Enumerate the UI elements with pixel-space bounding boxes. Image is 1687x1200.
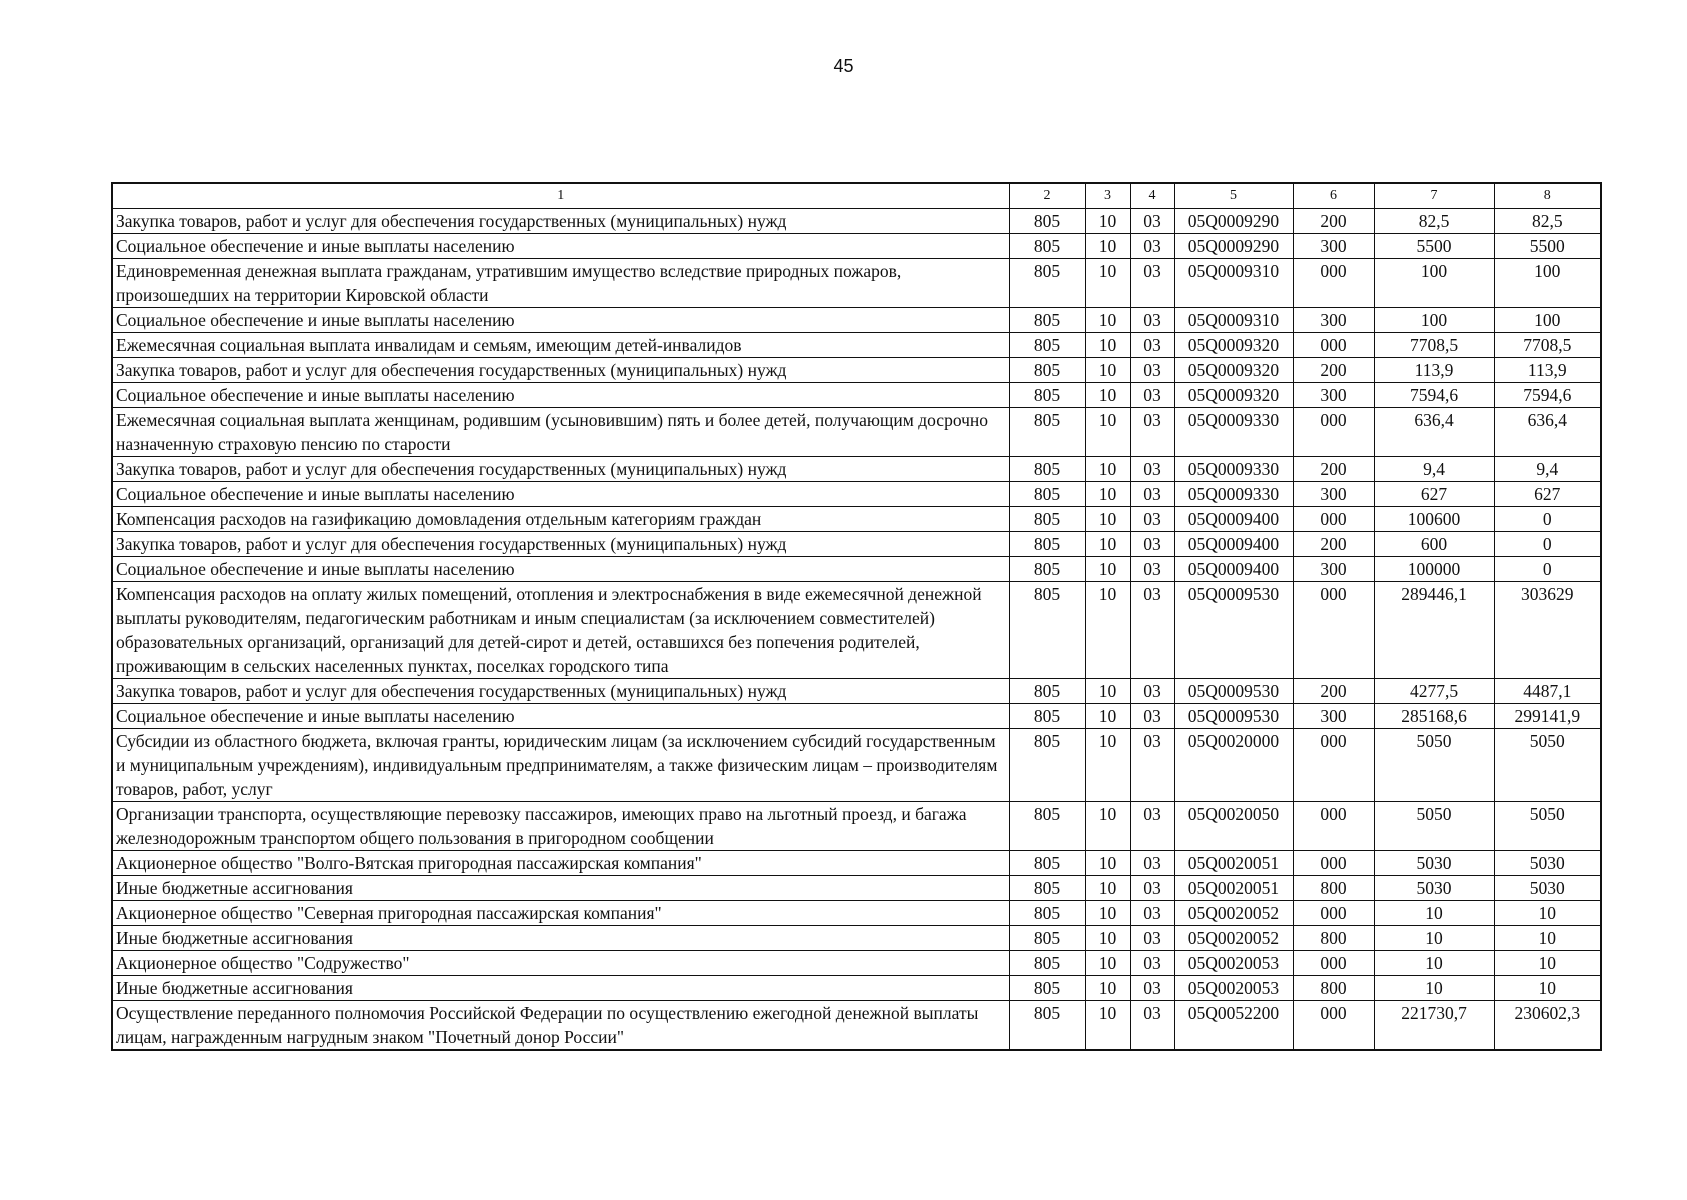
- cell-section-code: 10: [1085, 926, 1130, 951]
- cell-section-code: 10: [1085, 234, 1130, 259]
- cell-amount-year-2: 10: [1494, 901, 1601, 926]
- cell-subsection-code: 03: [1130, 507, 1174, 532]
- cell-subsection-code: 03: [1130, 729, 1174, 802]
- cell-expense-type-code: 000: [1293, 259, 1374, 308]
- cell-amount-year-2: 636,4: [1494, 408, 1601, 457]
- cell-section-code: 10: [1085, 704, 1130, 729]
- cell-expense-name: Социальное обеспечение и иные выплаты населению: [112, 383, 1009, 408]
- cell-target-article-code: 05Q0009320: [1174, 383, 1293, 408]
- cell-amount-year-2: 82,5: [1494, 209, 1601, 234]
- cell-subsection-code: 03: [1130, 1001, 1174, 1051]
- cell-amount-year-2: 0: [1494, 507, 1601, 532]
- cell-expense-name: Единовременная денежная выплата гражданам, утратившим имущество вследствие природных пожаров, произошедших на территории Кировской области: [112, 259, 1009, 308]
- cell-amount-year-2: 0: [1494, 557, 1601, 582]
- cell-amount-year-2: 627: [1494, 482, 1601, 507]
- cell-subsection-code: 03: [1130, 679, 1174, 704]
- cell-section-code: 10: [1085, 851, 1130, 876]
- cell-subsection-code: 03: [1130, 408, 1174, 457]
- cell-target-article-code: 05Q0009530: [1174, 679, 1293, 704]
- cell-section-code: 10: [1085, 679, 1130, 704]
- cell-amount-year-2: 5050: [1494, 729, 1601, 802]
- cell-target-article-code: 05Q0052200: [1174, 1001, 1293, 1051]
- cell-expense-type-code: 000: [1293, 408, 1374, 457]
- cell-target-article-code: 05Q0009320: [1174, 358, 1293, 383]
- cell-ministry-code: 805: [1009, 234, 1085, 259]
- header-cell: 4: [1130, 183, 1174, 209]
- table-row: [112, 729, 1601, 802]
- cell-expense-name: Субсидии из областного бюджета, включая гранты, юридическим лицам (за исключением субсидий государственным и муниципальным учреждениям), индивидуальным предпринимателям, а также физическим лицам – производителям товаров, работ, услуг: [112, 729, 1009, 802]
- cell-target-article-code: 05Q0020052: [1174, 901, 1293, 926]
- table-row: [112, 457, 1601, 482]
- cell-expense-name: Организации транспорта, осуществляющие перевозку пассажиров, имеющих право на льготный проезд, и багажа железнодорожным транспортом общего пользования в пригородном сообщении: [112, 802, 1009, 851]
- cell-subsection-code: 03: [1130, 532, 1174, 557]
- cell-amount-year-2: 299141,9: [1494, 704, 1601, 729]
- cell-expense-type-code: 200: [1293, 457, 1374, 482]
- cell-subsection-code: 03: [1130, 333, 1174, 358]
- cell-ministry-code: 805: [1009, 582, 1085, 679]
- cell-amount-year-1: 9,4: [1374, 457, 1494, 482]
- cell-target-article-code: 05Q0009290: [1174, 234, 1293, 259]
- cell-expense-type-code: 200: [1293, 532, 1374, 557]
- table-row: [112, 234, 1601, 259]
- cell-subsection-code: 03: [1130, 951, 1174, 976]
- table-row: [112, 951, 1601, 976]
- cell-amount-year-1: 7708,5: [1374, 333, 1494, 358]
- cell-target-article-code: 05Q0009400: [1174, 557, 1293, 582]
- cell-amount-year-1: 82,5: [1374, 209, 1494, 234]
- table-row: [112, 383, 1601, 408]
- budget-table: [111, 182, 1602, 1051]
- table-row: [112, 482, 1601, 507]
- cell-expense-type-code: 300: [1293, 234, 1374, 259]
- cell-section-code: 10: [1085, 802, 1130, 851]
- page-number: 45: [833, 56, 854, 76]
- header-cell: 2: [1009, 183, 1085, 209]
- cell-ministry-code: 805: [1009, 1001, 1085, 1051]
- cell-amount-year-2: 303629: [1494, 582, 1601, 679]
- cell-ministry-code: 805: [1009, 679, 1085, 704]
- cell-expense-name: Акционерное общество "Северная пригородная пассажирская компания": [112, 901, 1009, 926]
- cell-subsection-code: 03: [1130, 901, 1174, 926]
- cell-section-code: 10: [1085, 308, 1130, 333]
- cell-ministry-code: 805: [1009, 532, 1085, 557]
- cell-section-code: 10: [1085, 1001, 1130, 1051]
- cell-ministry-code: 805: [1009, 851, 1085, 876]
- table-row: [112, 901, 1601, 926]
- cell-ministry-code: 805: [1009, 704, 1085, 729]
- cell-expense-name: Закупка товаров, работ и услуг для обеспечения государственных (муниципальных) нужд: [112, 457, 1009, 482]
- cell-ministry-code: 805: [1009, 308, 1085, 333]
- cell-target-article-code: 05Q0020051: [1174, 876, 1293, 901]
- cell-expense-type-code: 200: [1293, 209, 1374, 234]
- cell-amount-year-1: 221730,7: [1374, 1001, 1494, 1051]
- table-row: [112, 704, 1601, 729]
- cell-ministry-code: 805: [1009, 383, 1085, 408]
- cell-amount-year-2: 7594,6: [1494, 383, 1601, 408]
- cell-amount-year-1: 10: [1374, 926, 1494, 951]
- cell-expense-name: Социальное обеспечение и иные выплаты населению: [112, 234, 1009, 259]
- cell-expense-type-code: 000: [1293, 901, 1374, 926]
- cell-amount-year-2: 7708,5: [1494, 333, 1601, 358]
- cell-ministry-code: 805: [1009, 482, 1085, 507]
- cell-expense-type-code: 300: [1293, 383, 1374, 408]
- cell-section-code: 10: [1085, 457, 1130, 482]
- cell-section-code: 10: [1085, 259, 1130, 308]
- cell-amount-year-2: 9,4: [1494, 457, 1601, 482]
- cell-expense-type-code: 300: [1293, 308, 1374, 333]
- cell-ministry-code: 805: [1009, 507, 1085, 532]
- table-row: [112, 926, 1601, 951]
- cell-section-code: 10: [1085, 358, 1130, 383]
- cell-expense-name: Иные бюджетные ассигнования: [112, 976, 1009, 1001]
- cell-amount-year-1: 10: [1374, 901, 1494, 926]
- cell-ministry-code: 805: [1009, 926, 1085, 951]
- cell-expense-type-code: 300: [1293, 557, 1374, 582]
- cell-target-article-code: 05Q0020052: [1174, 926, 1293, 951]
- cell-amount-year-2: 5030: [1494, 851, 1601, 876]
- cell-subsection-code: 03: [1130, 976, 1174, 1001]
- cell-ministry-code: 805: [1009, 976, 1085, 1001]
- cell-target-article-code: 05Q0009400: [1174, 507, 1293, 532]
- header-cell: 7: [1374, 183, 1494, 209]
- cell-expense-type-code: 800: [1293, 876, 1374, 901]
- cell-section-code: 10: [1085, 383, 1130, 408]
- cell-expense-name: Социальное обеспечение и иные выплаты населению: [112, 557, 1009, 582]
- cell-amount-year-1: 10: [1374, 976, 1494, 1001]
- cell-section-code: 10: [1085, 976, 1130, 1001]
- cell-subsection-code: 03: [1130, 851, 1174, 876]
- table-row: [112, 358, 1601, 383]
- cell-amount-year-2: 10: [1494, 951, 1601, 976]
- table-row: [112, 679, 1601, 704]
- cell-subsection-code: 03: [1130, 482, 1174, 507]
- cell-expense-type-code: 300: [1293, 704, 1374, 729]
- cell-target-article-code: 05Q0009320: [1174, 333, 1293, 358]
- cell-subsection-code: 03: [1130, 876, 1174, 901]
- cell-expense-type-code: 800: [1293, 926, 1374, 951]
- cell-target-article-code: 05Q0020000: [1174, 729, 1293, 802]
- cell-amount-year-1: 100: [1374, 259, 1494, 308]
- header-cell: 3: [1085, 183, 1130, 209]
- cell-expense-name: Компенсация расходов на оплату жилых помещений, отопления и электроснабжения в виде ежемесячной денежной выплаты руководителям, педагогическим работникам и иным специалистам (за исключением совместителей) образовательных организаций, организаций для детей-сирот и детей, оставшихся без попечения родителей, проживающим в сельских населенных пунктах, поселках городского типа: [112, 582, 1009, 679]
- table-row: [112, 557, 1601, 582]
- cell-amount-year-1: 5500: [1374, 234, 1494, 259]
- cell-subsection-code: 03: [1130, 234, 1174, 259]
- cell-section-code: 10: [1085, 951, 1130, 976]
- cell-amount-year-1: 4277,5: [1374, 679, 1494, 704]
- cell-amount-year-2: 113,9: [1494, 358, 1601, 383]
- cell-expense-name: Осуществление переданного полномочия Российской Федерации по осуществлению ежегодной денежной выплаты лицам, награжденным нагрудным знаком "Почетный донор России": [112, 1001, 1009, 1051]
- table-row: [112, 976, 1601, 1001]
- cell-expense-type-code: 000: [1293, 1001, 1374, 1051]
- cell-subsection-code: 03: [1130, 383, 1174, 408]
- cell-subsection-code: 03: [1130, 704, 1174, 729]
- cell-expense-name: Компенсация расходов на газификацию домовладения отдельным категориям граждан: [112, 507, 1009, 532]
- cell-section-code: 10: [1085, 408, 1130, 457]
- cell-amount-year-1: 5030: [1374, 876, 1494, 901]
- header-cell: 8: [1494, 183, 1601, 209]
- table-row: [112, 802, 1601, 851]
- cell-amount-year-2: 0: [1494, 532, 1601, 557]
- cell-ministry-code: 805: [1009, 729, 1085, 802]
- cell-expense-type-code: 200: [1293, 358, 1374, 383]
- cell-target-article-code: 05Q0020051: [1174, 851, 1293, 876]
- cell-amount-year-2: 100: [1494, 259, 1601, 308]
- cell-target-article-code: 05Q0009290: [1174, 209, 1293, 234]
- cell-expense-name: Социальное обеспечение и иные выплаты населению: [112, 308, 1009, 333]
- cell-amount-year-1: 289446,1: [1374, 582, 1494, 679]
- cell-expense-name: Ежемесячная социальная выплата женщинам, родившим (усыновившим) пять и более детей, получающим досрочно назначенную страховую пенсию по старости: [112, 408, 1009, 457]
- cell-amount-year-1: 100600: [1374, 507, 1494, 532]
- cell-amount-year-1: 285168,6: [1374, 704, 1494, 729]
- cell-target-article-code: 05Q0009330: [1174, 408, 1293, 457]
- cell-target-article-code: 05Q0009330: [1174, 457, 1293, 482]
- cell-amount-year-2: 5050: [1494, 802, 1601, 851]
- header-cell: 5: [1174, 183, 1293, 209]
- cell-expense-type-code: 000: [1293, 729, 1374, 802]
- cell-target-article-code: 05Q0009310: [1174, 308, 1293, 333]
- table-row: [112, 308, 1601, 333]
- cell-section-code: 10: [1085, 507, 1130, 532]
- cell-subsection-code: 03: [1130, 802, 1174, 851]
- cell-amount-year-2: 5500: [1494, 234, 1601, 259]
- cell-ministry-code: 805: [1009, 802, 1085, 851]
- cell-expense-name: Акционерное общество "Волго-Вятская пригородная пассажирская компания": [112, 851, 1009, 876]
- header-cell: 6: [1293, 183, 1374, 209]
- table-header-row: [112, 183, 1601, 209]
- table-row: [112, 259, 1601, 308]
- table-row: [112, 209, 1601, 234]
- cell-expense-type-code: 000: [1293, 582, 1374, 679]
- cell-section-code: 10: [1085, 876, 1130, 901]
- cell-amount-year-1: 5030: [1374, 851, 1494, 876]
- cell-section-code: 10: [1085, 901, 1130, 926]
- cell-amount-year-1: 5050: [1374, 729, 1494, 802]
- cell-amount-year-1: 5050: [1374, 802, 1494, 851]
- header-cell: 1: [112, 183, 1009, 209]
- cell-amount-year-2: 5030: [1494, 876, 1601, 901]
- cell-amount-year-1: 10: [1374, 951, 1494, 976]
- cell-expense-name: Закупка товаров, работ и услуг для обеспечения государственных (муниципальных) нужд: [112, 358, 1009, 383]
- cell-expense-name: Закупка товаров, работ и услуг для обеспечения государственных (муниципальных) нужд: [112, 532, 1009, 557]
- cell-target-article-code: 05Q0009310: [1174, 259, 1293, 308]
- cell-subsection-code: 03: [1130, 582, 1174, 679]
- cell-section-code: 10: [1085, 532, 1130, 557]
- cell-expense-name: Социальное обеспечение и иные выплаты населению: [112, 482, 1009, 507]
- cell-target-article-code: 05Q0009530: [1174, 582, 1293, 679]
- cell-expense-name: Социальное обеспечение и иные выплаты населению: [112, 704, 1009, 729]
- cell-amount-year-2: 4487,1: [1494, 679, 1601, 704]
- table-row: [112, 408, 1601, 457]
- cell-ministry-code: 805: [1009, 358, 1085, 383]
- cell-amount-year-2: 230602,3: [1494, 1001, 1601, 1051]
- cell-expense-type-code: 800: [1293, 976, 1374, 1001]
- cell-amount-year-2: 10: [1494, 976, 1601, 1001]
- cell-section-code: 10: [1085, 582, 1130, 679]
- cell-ministry-code: 805: [1009, 901, 1085, 926]
- table-row: [112, 851, 1601, 876]
- cell-amount-year-1: 627: [1374, 482, 1494, 507]
- cell-expense-name: Иные бюджетные ассигнования: [112, 876, 1009, 901]
- cell-expense-name: Акционерное общество "Содружество": [112, 951, 1009, 976]
- cell-target-article-code: 05Q0009400: [1174, 532, 1293, 557]
- cell-ministry-code: 805: [1009, 951, 1085, 976]
- cell-ministry-code: 805: [1009, 557, 1085, 582]
- cell-expense-name: Закупка товаров, работ и услуг для обеспечения государственных (муниципальных) нужд: [112, 679, 1009, 704]
- table-row: [112, 333, 1601, 358]
- cell-target-article-code: 05Q0009530: [1174, 704, 1293, 729]
- cell-amount-year-1: 100000: [1374, 557, 1494, 582]
- cell-subsection-code: 03: [1130, 926, 1174, 951]
- cell-section-code: 10: [1085, 729, 1130, 802]
- cell-target-article-code: 05Q0020050: [1174, 802, 1293, 851]
- table-row: [112, 876, 1601, 901]
- cell-subsection-code: 03: [1130, 358, 1174, 383]
- cell-ministry-code: 805: [1009, 259, 1085, 308]
- cell-expense-type-code: 000: [1293, 507, 1374, 532]
- cell-expense-type-code: 000: [1293, 951, 1374, 976]
- cell-subsection-code: 03: [1130, 457, 1174, 482]
- cell-expense-type-code: 000: [1293, 802, 1374, 851]
- cell-target-article-code: 05Q0020053: [1174, 976, 1293, 1001]
- cell-target-article-code: 05Q0009330: [1174, 482, 1293, 507]
- cell-amount-year-1: 600: [1374, 532, 1494, 557]
- cell-expense-name: Иные бюджетные ассигнования: [112, 926, 1009, 951]
- cell-expense-type-code: 200: [1293, 679, 1374, 704]
- cell-subsection-code: 03: [1130, 308, 1174, 333]
- cell-subsection-code: 03: [1130, 209, 1174, 234]
- cell-ministry-code: 805: [1009, 457, 1085, 482]
- table-row: [112, 1001, 1601, 1051]
- cell-amount-year-2: 100: [1494, 308, 1601, 333]
- cell-expense-name: Ежемесячная социальная выплата инвалидам и семьям, имеющим детей-инвалидов: [112, 333, 1009, 358]
- cell-ministry-code: 805: [1009, 333, 1085, 358]
- cell-subsection-code: 03: [1130, 259, 1174, 308]
- cell-subsection-code: 03: [1130, 557, 1174, 582]
- table-body: [112, 209, 1601, 1051]
- cell-ministry-code: 805: [1009, 876, 1085, 901]
- cell-amount-year-1: 636,4: [1374, 408, 1494, 457]
- cell-expense-name: Закупка товаров, работ и услуг для обеспечения государственных (муниципальных) нужд: [112, 209, 1009, 234]
- cell-amount-year-1: 7594,6: [1374, 383, 1494, 408]
- cell-section-code: 10: [1085, 209, 1130, 234]
- table-row: [112, 582, 1601, 679]
- cell-section-code: 10: [1085, 557, 1130, 582]
- table-row: [112, 507, 1601, 532]
- cell-amount-year-1: 113,9: [1374, 358, 1494, 383]
- cell-amount-year-1: 100: [1374, 308, 1494, 333]
- cell-expense-type-code: 300: [1293, 482, 1374, 507]
- cell-ministry-code: 805: [1009, 209, 1085, 234]
- cell-amount-year-2: 10: [1494, 926, 1601, 951]
- cell-section-code: 10: [1085, 482, 1130, 507]
- cell-ministry-code: 805: [1009, 408, 1085, 457]
- cell-section-code: 10: [1085, 333, 1130, 358]
- table-row: [112, 532, 1601, 557]
- cell-expense-type-code: 000: [1293, 333, 1374, 358]
- cell-target-article-code: 05Q0020053: [1174, 951, 1293, 976]
- cell-expense-type-code: 000: [1293, 851, 1374, 876]
